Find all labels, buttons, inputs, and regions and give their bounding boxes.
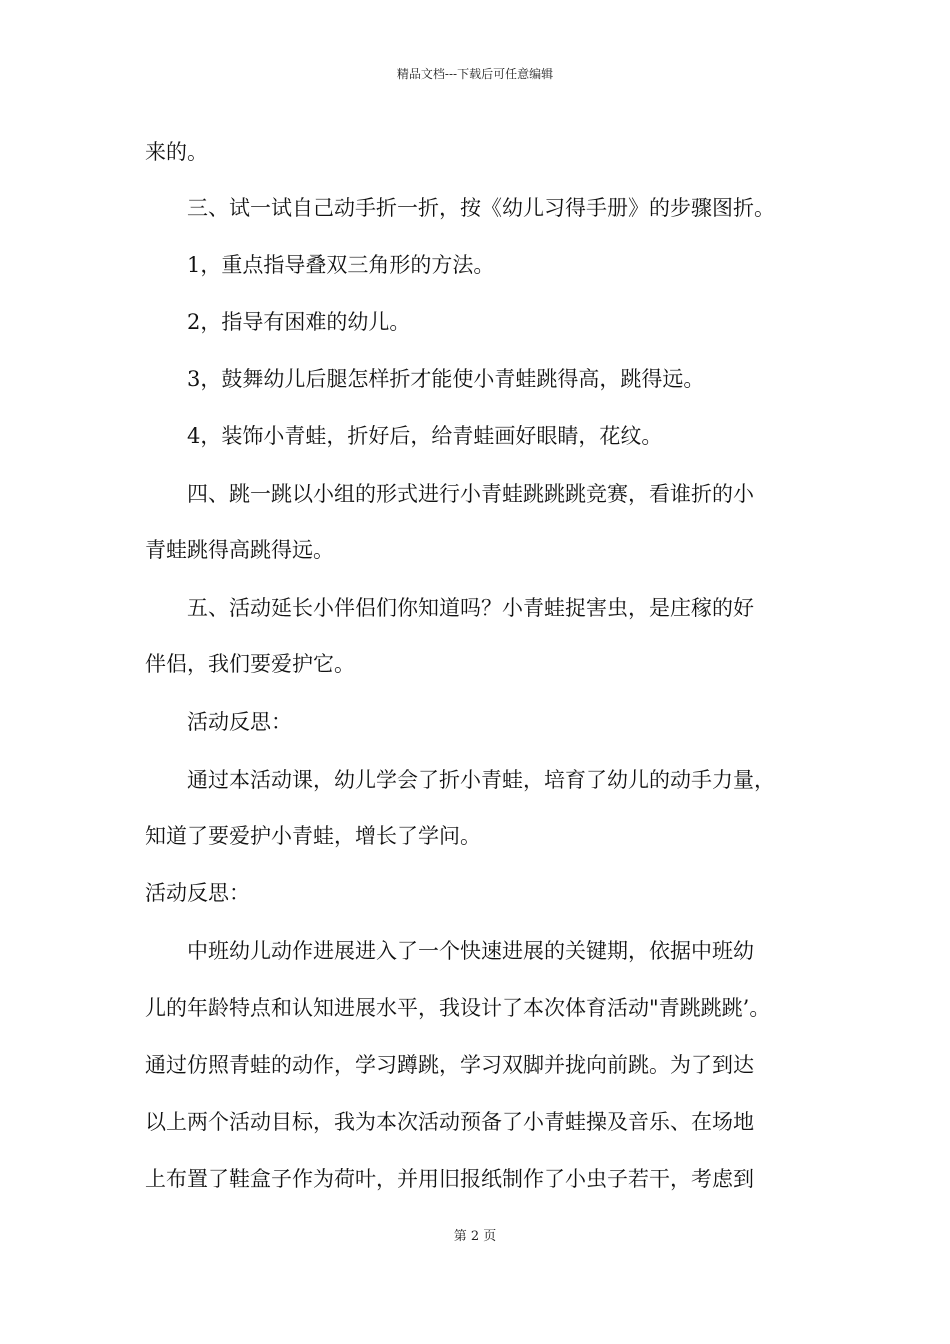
text-line: 活动反思： — [145, 881, 250, 905]
text-line: 五、活动延长小伴侣们你知道吗？小青蛙捉害虫，是庄稼的好 — [145, 596, 754, 620]
text-line: 以上两个活动目标，我为本次活动预备了小青蛙操及音乐、在场地 — [145, 1110, 754, 1134]
text-line: 2，指导有困难的幼儿。 — [145, 310, 411, 334]
page-header: 精品文档---下载后可任意编辑 — [396, 67, 554, 81]
text-line: 上布置了鞋盒子作为荷叶，并用旧报纸制作了小虫子若干，考虑到 — [145, 1167, 754, 1191]
text-line: 来的。 — [145, 140, 208, 164]
text-line: 活动反思： — [145, 710, 292, 734]
text-line: 通过本活动课，幼儿学会了折小青蛙，培育了幼儿的动手力量， — [145, 768, 775, 792]
text-line: 通过仿照青蛙的动作，学习蹲跳，学习双脚并拢向前跳。为了到达 — [145, 1053, 754, 1077]
page-number: 第 2 页 — [453, 1229, 497, 1244]
text-line: 三、试一试自己动手折一折，按《幼儿习得手册》的步骤图折。 — [145, 196, 775, 220]
text-line: 四、跳一跳以小组的形式进行小青蛙跳跳跳竞赛，看谁折的小 — [145, 482, 754, 506]
text-line: 3，鼓舞幼儿后腿怎样折才能使小青蛙跳得高，跳得远。 — [145, 367, 705, 391]
text-line: 儿的年龄特点和认知进展水平，我设计了本次体育活动"青跳跳跳’。 — [145, 996, 771, 1020]
text-line: 中班幼儿动作进展进入了一个快速进展的关键期，依据中班幼 — [145, 939, 754, 963]
text-line: 伴侣，我们要爱护它。 — [145, 652, 355, 676]
text-line: 知道了要爱护小青蛙，增长了学问。 — [145, 824, 481, 848]
text-line: 1，重点指导叠双三角形的方法。 — [145, 253, 495, 277]
text-line: 青蛙跳得高跳得远。 — [145, 538, 334, 562]
text-line: 4，装饰小青蛙，折好后，给青蛙画好眼睛，花纹。 — [145, 424, 663, 448]
